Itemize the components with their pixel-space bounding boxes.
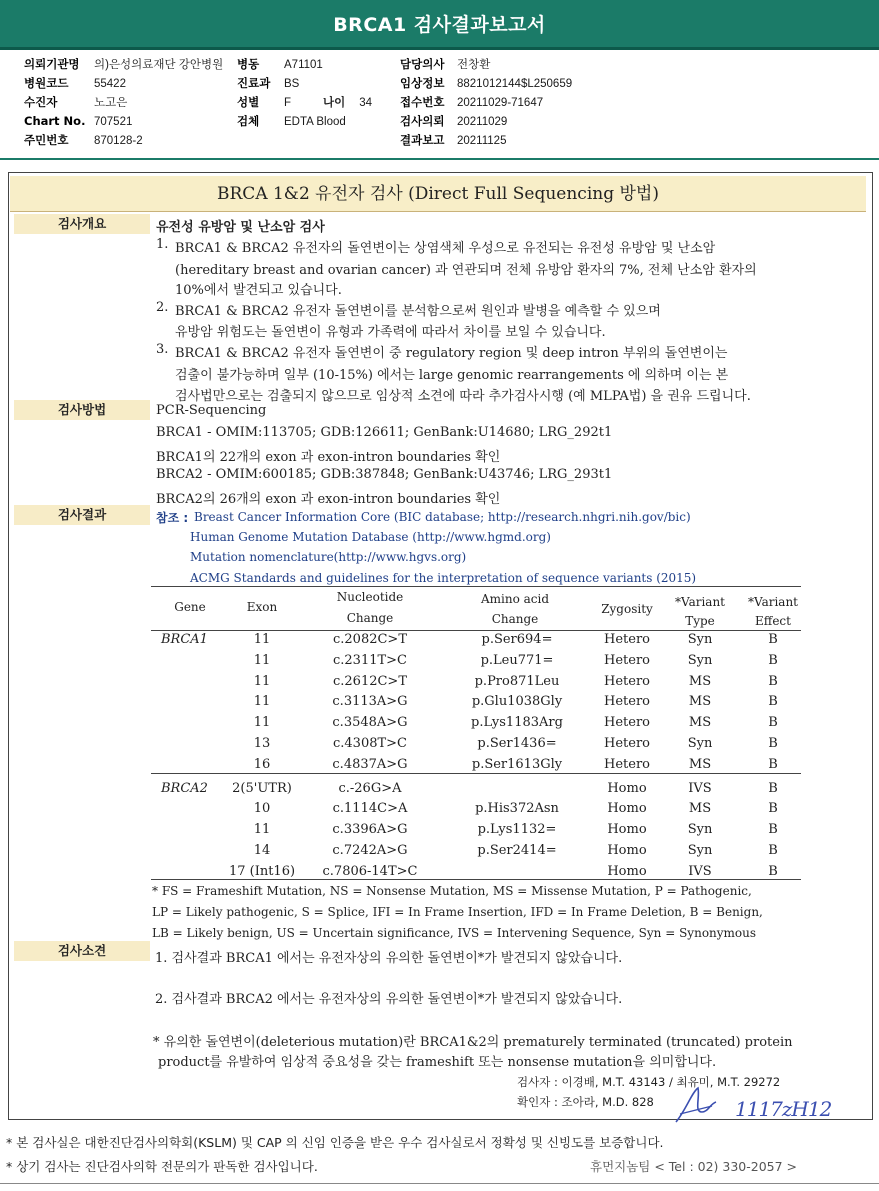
overview-line: 유방암 위험도는 돌연변이 유형과 가족력에 따라서 차이를 보일 수 있습니다. bbox=[175, 325, 606, 340]
table-header-amino-acid: Change bbox=[491, 612, 539, 626]
info-row: 검체 EDTA Blood bbox=[237, 114, 346, 128]
opinion-line: 2. 검사결과 BRCA2 에서는 유전자상의 유의한 돌연변이*가 발견되지 않았습니다. bbox=[155, 992, 623, 1007]
reference-link[interactable]: ACMG Standards and guidelines for the interpretation of sequence variants (2015) bbox=[190, 571, 697, 585]
table-cell-exon: 11 bbox=[253, 715, 271, 731]
table-bottom-rule bbox=[151, 879, 801, 880]
table-cell-nuc: c.2311T>C bbox=[332, 652, 407, 668]
info-row: Chart No. 707521 bbox=[24, 114, 133, 128]
overview-item-number: 3. bbox=[156, 342, 169, 357]
table-cell-nuc: c.2082C>T bbox=[332, 632, 407, 647]
table-cell-effect: B bbox=[768, 843, 778, 858]
table-header-amino-acid: Amino acid bbox=[480, 592, 550, 606]
table-cell-exon: 14 bbox=[253, 843, 271, 858]
opinion-note: product를 유발하여 임상적 중요성을 갖는 frameshift 또는 nonsense mutation을 의미합니다. bbox=[158, 1055, 717, 1070]
table-cell-type: Syn bbox=[687, 652, 713, 668]
info-row: 의뢰기관명 의)은성의료재단 강안병원 bbox=[24, 57, 224, 71]
table-cell-type: MS bbox=[688, 694, 712, 710]
table-cell-type: IVS bbox=[688, 780, 712, 796]
method-line: BRCA1의 22개의 exon 과 exon-intron boundaries 확인 bbox=[156, 450, 501, 465]
table-cell-effect: B bbox=[768, 652, 778, 668]
table-cell-type: MS bbox=[688, 715, 712, 731]
info-row: 진료과 BS bbox=[237, 76, 300, 90]
handwritten-signature-icon bbox=[672, 1082, 720, 1130]
info-row: 수진자 노고은 bbox=[24, 95, 128, 109]
table-cell-exon: 11 bbox=[253, 652, 271, 668]
table-cell-effect: B bbox=[768, 863, 778, 879]
divider bbox=[0, 158, 879, 160]
table-header-gene: Gene bbox=[174, 600, 206, 614]
table-cell-zyg: Hetero bbox=[604, 652, 650, 668]
overview-line: BRCA1 & BRCA2 유전자 돌연변이를 분석함으로써 원인과 발병을 예측할 수 있으며 bbox=[175, 304, 661, 319]
table-cell-aa: p.Leu771= bbox=[480, 652, 554, 668]
info-row: 접수번호 20211029-71647 bbox=[400, 95, 544, 109]
table-cell-zyg: Hetero bbox=[604, 756, 650, 772]
table-cell-exon: 2(5'UTR) bbox=[232, 780, 292, 796]
opinion-line: 1. 검사결과 BRCA1 에서는 유전자상의 유의한 돌연변이*가 발견되지 않았습니다. bbox=[155, 951, 623, 966]
table-cell-nuc: c.4308T>C bbox=[332, 736, 407, 751]
overview-item-number: 1. bbox=[156, 237, 169, 252]
overview-line: 검출이 불가능하며 일부 (10-15%) 에서는 large genomic rearrangements 에 의하며 이는 본 bbox=[175, 368, 729, 383]
table-header-nucleotide: Change bbox=[346, 611, 394, 625]
overview-line: (hereditary breast and ovarian cancer) 과 연관되며 전체 유방암 환자의 7%, 전체 난소암 환자의 bbox=[175, 263, 757, 278]
divider bbox=[0, 1183, 879, 1184]
footnote: LB = Likely benign, US = Uncertain significance, IVS = Intervening Sequence, Syn = Synonymous bbox=[152, 926, 757, 940]
method-line: BRCA2의 26개의 exon 과 exon-intron boundaries 확인 bbox=[156, 492, 501, 507]
table-cell-zyg: Homo bbox=[607, 780, 647, 796]
references-label: 참조 : bbox=[156, 511, 189, 525]
table-cell-type: MS bbox=[688, 673, 712, 689]
table-cell-zyg: Hetero bbox=[604, 694, 650, 710]
section-label-overview: 검사개요 bbox=[14, 214, 150, 234]
table-cell-type: Syn bbox=[687, 632, 713, 647]
table-cell-exon: 11 bbox=[253, 673, 271, 689]
table-header-variant-effect: Effect bbox=[755, 614, 791, 628]
table-cell-type: Syn bbox=[687, 736, 713, 751]
method-line: BRCA1 - OMIM:113705; GDB:126611; GenBank:U14680; LRG_292t1 bbox=[156, 425, 613, 440]
table-cell-exon: 13 bbox=[253, 736, 271, 751]
overview-line: 검사법만으로는 검출되지 않으므로 임상적 소견에 따라 추가검사시행 (예 MLPA법) 을 권유 드립니다. bbox=[175, 389, 751, 404]
table-cell-aa: p.Ser694= bbox=[481, 632, 553, 647]
table-cell-aa: p.Ser1436= bbox=[477, 736, 557, 751]
table-cell-nuc: c.3548A>G bbox=[332, 715, 408, 731]
table-header-rule bbox=[151, 630, 801, 631]
table-cell-type: IVS bbox=[688, 863, 712, 879]
overview-heading: 유전성 유방암 및 난소암 검사 bbox=[156, 220, 325, 235]
table-cell-aa: p.Lys1183Arg bbox=[471, 715, 563, 731]
table-cell-nuc: c.7242A>G bbox=[332, 843, 408, 858]
table-cell-effect: B bbox=[768, 694, 778, 710]
section-label-opinion: 검사소견 bbox=[14, 941, 150, 961]
info-column-3 bbox=[400, 55, 572, 150]
table-cell-exon: 10 bbox=[253, 801, 271, 817]
table-cell-gene: BRCA1 bbox=[161, 632, 208, 647]
report-header-title: BRCA1 검사결과보고서 bbox=[0, 0, 879, 50]
table-header-exon: Exon bbox=[246, 600, 278, 614]
table-cell-effect: B bbox=[768, 801, 778, 817]
table-cell-type: Syn bbox=[687, 822, 713, 838]
table-cell-aa: p.His372Asn bbox=[475, 801, 559, 817]
tester-signature-line: 검사자 : 이경배, M.T. 43143 / 최유미, M.T. 29272 bbox=[517, 1075, 781, 1089]
table-header-variant-effect: *Variant bbox=[748, 595, 798, 609]
table-cell-zyg: Hetero bbox=[604, 715, 650, 731]
section-label-result: 검사결과 bbox=[14, 505, 150, 525]
reference-link[interactable]: Breast Cancer Information Core (BIC database; http://research.nhgri.nih.gov/bic) bbox=[194, 510, 691, 524]
handwritten-signature: 1117zH12 bbox=[735, 1097, 832, 1121]
report-title: BRCA 1&2 유전자 검사 (Direct Full Sequencing 방법) bbox=[10, 176, 866, 212]
opinion-note: * 유의한 돌연변이(deleterious mutation)란 BRCA1&2의 prematurely terminated (truncated) protein bbox=[153, 1035, 793, 1050]
method-line: BRCA2 - OMIM:600185; GDB:387848; GenBank:U43746; LRG_293t1 bbox=[156, 467, 613, 482]
table-cell-zyg: Homo bbox=[607, 863, 647, 879]
table-cell-exon: 16 bbox=[253, 756, 271, 772]
table-header-variant-type: *Variant bbox=[675, 595, 725, 609]
table-cell-aa: p.Ser2414= bbox=[477, 843, 557, 858]
table-cell-type: MS bbox=[688, 756, 712, 772]
accreditation-note: * 본 검사실은 대한진단검사의학회(KSLM) 및 CAP 의 신임 인증을 받은 우수 검사실로서 정확성 및 신빙도를 보증합니다. bbox=[6, 1135, 664, 1150]
table-cell-effect: B bbox=[768, 756, 778, 772]
overview-item-number: 2. bbox=[156, 300, 169, 315]
age-label: 나이 bbox=[323, 95, 346, 109]
table-cell-effect: B bbox=[768, 715, 778, 731]
contact-info: 휴먼지놈팀 < Tel : 02) 330-2057 > bbox=[590, 1159, 798, 1174]
table-cell-exon: 11 bbox=[253, 694, 271, 710]
info-row: 성별 F 나이 34 bbox=[237, 93, 372, 112]
overview-line: BRCA1 & BRCA2 유전자의 돌연변이는 상염색체 우성으로 유전되는 유전성 유방암 및 난소암 bbox=[175, 241, 716, 256]
info-column-1 bbox=[24, 55, 223, 150]
table-cell-effect: B bbox=[768, 673, 778, 689]
overview-line: 10%에서 발견되고 있습니다. bbox=[175, 283, 342, 298]
table-cell-gene: BRCA2 bbox=[161, 780, 208, 796]
table-cell-zyg: Homo bbox=[607, 801, 647, 817]
table-cell-zyg: Homo bbox=[607, 822, 647, 838]
table-cell-nuc: c.7806-14T>C bbox=[322, 863, 418, 879]
table-cell-aa: p.Glu1038Gly bbox=[471, 694, 563, 710]
table-cell-nuc: c.4837A>G bbox=[332, 756, 408, 772]
table-cell-nuc: c.-26G>A bbox=[338, 780, 402, 796]
table-cell-aa: p.Ser1613Gly bbox=[471, 756, 563, 772]
table-top-rule bbox=[151, 586, 801, 587]
info-row: 담당의사 전창환 bbox=[400, 57, 491, 71]
confirmer-signature-line: 확인자 : 조아라, M.D. 828 bbox=[517, 1095, 654, 1109]
physician-note: * 상기 검사는 진단검사의학 전문의가 판독한 검사입니다. bbox=[6, 1159, 318, 1174]
info-column-2 bbox=[237, 55, 372, 131]
table-gene-divider bbox=[151, 773, 801, 774]
section-label-method: 검사방법 bbox=[14, 400, 150, 420]
table-cell-nuc: c.1114C>A bbox=[332, 801, 408, 817]
table-cell-effect: B bbox=[768, 736, 778, 751]
info-row: 병동 A71101 bbox=[237, 57, 323, 71]
table-cell-zyg: Hetero bbox=[604, 632, 650, 647]
table-cell-exon: 17 (Int16) bbox=[228, 863, 296, 879]
table-header-zygosity: Zygosity bbox=[601, 602, 653, 616]
table-cell-type: MS bbox=[688, 801, 712, 817]
table-cell-effect: B bbox=[768, 822, 778, 838]
reference-link[interactable]: Human Genome Mutation Database (http://www.hgmd.org) bbox=[190, 530, 551, 544]
method-heading: PCR-Sequencing bbox=[156, 403, 267, 418]
overview-line: BRCA1 & BRCA2 유전자 돌연변이 중 regulatory region 및 deep intron 부위의 돌연변이는 bbox=[175, 346, 728, 361]
table-cell-effect: B bbox=[768, 632, 778, 647]
table-header-variant-type: Type bbox=[685, 614, 715, 628]
table-cell-effect: B bbox=[768, 780, 778, 796]
table-cell-exon: 11 bbox=[253, 632, 271, 647]
table-cell-nuc: c.2612C>T bbox=[332, 673, 407, 689]
table-cell-zyg: Hetero bbox=[604, 673, 650, 689]
table-header-nucleotide: Nucleotide bbox=[336, 590, 404, 604]
table-cell-zyg: Homo bbox=[607, 843, 647, 858]
table-cell-aa: p.Pro871Leu bbox=[474, 673, 560, 689]
footnote: * FS = Frameshift Mutation, NS = Nonsense Mutation, MS = Missense Mutation, P = Pathogenic, bbox=[152, 884, 752, 898]
table-cell-zyg: Hetero bbox=[604, 736, 650, 751]
info-row: 결과보고 20211125 bbox=[400, 133, 507, 147]
info-row: 검사의뢰 20211029 bbox=[400, 114, 508, 128]
patient-info bbox=[0, 55, 879, 161]
info-row: 주민번호 870128-2 bbox=[24, 133, 143, 147]
table-cell-type: Syn bbox=[687, 843, 713, 858]
info-row: 임상정보 8821012144$L250659 bbox=[400, 76, 573, 90]
table-cell-nuc: c.3113A>G bbox=[332, 694, 408, 710]
info-row: 병원코드 55422 bbox=[24, 76, 126, 90]
age-value: 34 bbox=[359, 97, 373, 109]
table-cell-aa: p.Lys1132= bbox=[477, 822, 557, 838]
reference-link[interactable]: Mutation nomenclature(http://www.hgvs.org) bbox=[190, 550, 467, 564]
footnote: LP = Likely pathogenic, S = Splice, IFI = In Frame Insertion, IFD = In Frame Deletion, B = Benign, bbox=[152, 905, 763, 919]
table-cell-exon: 11 bbox=[253, 822, 271, 838]
table-cell-nuc: c.3396A>G bbox=[332, 822, 408, 838]
